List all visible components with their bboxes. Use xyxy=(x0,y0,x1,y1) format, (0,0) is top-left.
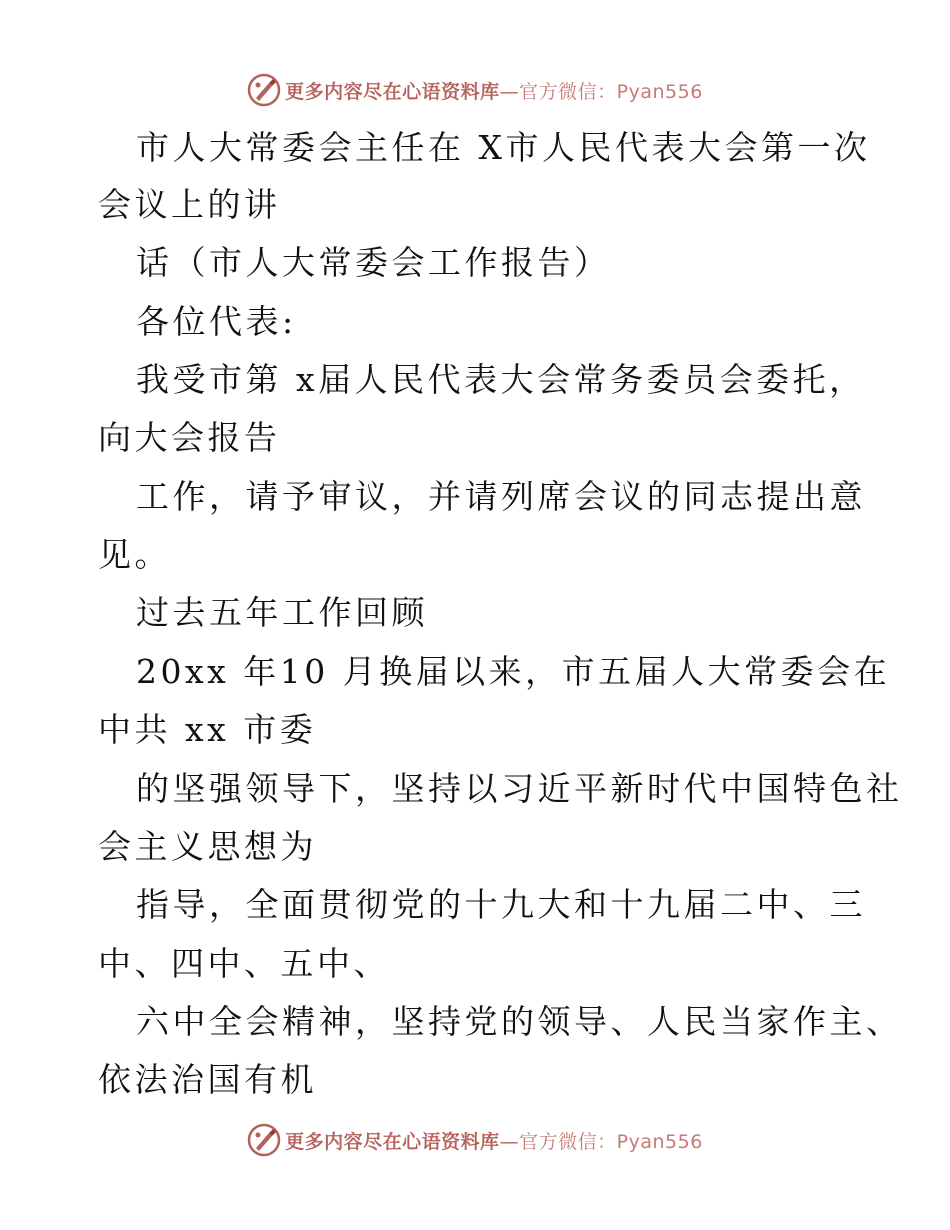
watermark-banner-bottom xyxy=(0,1120,950,1160)
paragraph-line: 依法治国有机 xyxy=(98,1060,317,1099)
watermark-text xyxy=(285,1127,703,1154)
watermark-text xyxy=(285,77,703,104)
paragraph-line: 市人大常委会主任在 X市人民代表大会第一次 xyxy=(136,128,871,167)
paragraph-line: 指导，全面贯彻党的十九大和十九届二中、三 xyxy=(136,885,866,924)
paragraph-line: 中共 xx 市委 xyxy=(98,710,317,749)
paragraph-line: 见。 xyxy=(98,535,171,574)
paragraph-line: 会主义思想为 xyxy=(98,827,317,866)
pen-logo-icon xyxy=(247,73,281,107)
watermark-separator: — xyxy=(499,1130,520,1153)
paragraph-line: 各位代表: xyxy=(136,302,297,341)
watermark-brand: 更多内容尽在心语资料库 xyxy=(285,1130,500,1153)
paragraph-line: 的坚强领导下，坚持以习近平新时代中国特色社 xyxy=(136,769,903,808)
paragraph-line: 20xx 年10 月换届以来，市五届人大常委会在 xyxy=(136,652,891,691)
paragraph-line: 中、四中、五中、 xyxy=(98,944,390,983)
paragraph-line: 会议上的讲 xyxy=(98,185,281,224)
paragraph-line: 话（市人大常委会工作报告） xyxy=(136,243,611,282)
watermark-brand: 更多内容尽在心语资料库 xyxy=(285,80,500,103)
watermark-separator: — xyxy=(499,80,520,103)
paragraph-line: 六中全会精神，坚持党的领导、人民当家作主、 xyxy=(136,1002,903,1041)
watermark-wechat: 官方微信：Pyan556 xyxy=(519,80,703,103)
section-heading: 过去五年工作回顾 xyxy=(136,593,428,632)
paragraph-line: 我受市第 x届人民代表大会常务委员会委托， xyxy=(136,360,866,399)
paragraph-line: 向大会报告 xyxy=(98,418,281,457)
paragraph-line: 工作，请予审议，并请列席会议的同志提出意 xyxy=(136,477,866,516)
pen-logo-icon xyxy=(247,1123,281,1157)
watermark-wechat: 官方微信：Pyan556 xyxy=(519,1130,703,1153)
watermark-banner-top xyxy=(0,70,950,110)
